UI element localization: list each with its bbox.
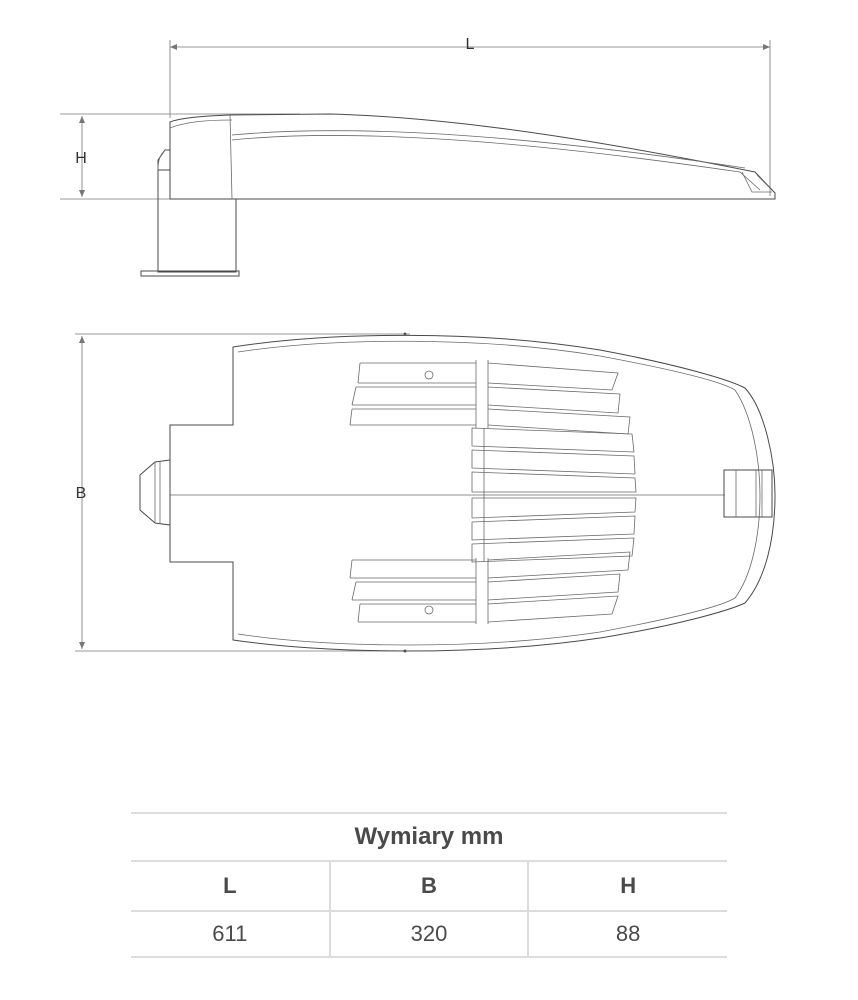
value-b: 320 <box>330 911 529 957</box>
value-h: 88 <box>528 911 727 957</box>
dimension-l <box>170 36 770 196</box>
top-end-cap <box>724 470 772 517</box>
mounting-bracket <box>141 150 239 276</box>
value-l: 611 <box>131 911 330 957</box>
column-header-l: L <box>131 861 330 911</box>
luminaire-side-body <box>170 114 775 199</box>
table-row <box>131 911 727 957</box>
cooling-fins <box>350 360 636 624</box>
column-header-h: H <box>528 861 727 911</box>
dimension-label-h: H <box>75 150 87 167</box>
table-title: Wymiary mm <box>131 813 727 861</box>
top-view <box>75 333 775 653</box>
top-bracket <box>140 460 170 525</box>
dimension-label-b: B <box>75 485 87 502</box>
column-header-b: B <box>330 861 529 911</box>
side-view <box>60 36 775 276</box>
dimensions-table <box>131 812 727 958</box>
dimension-label-l: L <box>465 36 475 53</box>
table-header-row <box>131 861 727 911</box>
